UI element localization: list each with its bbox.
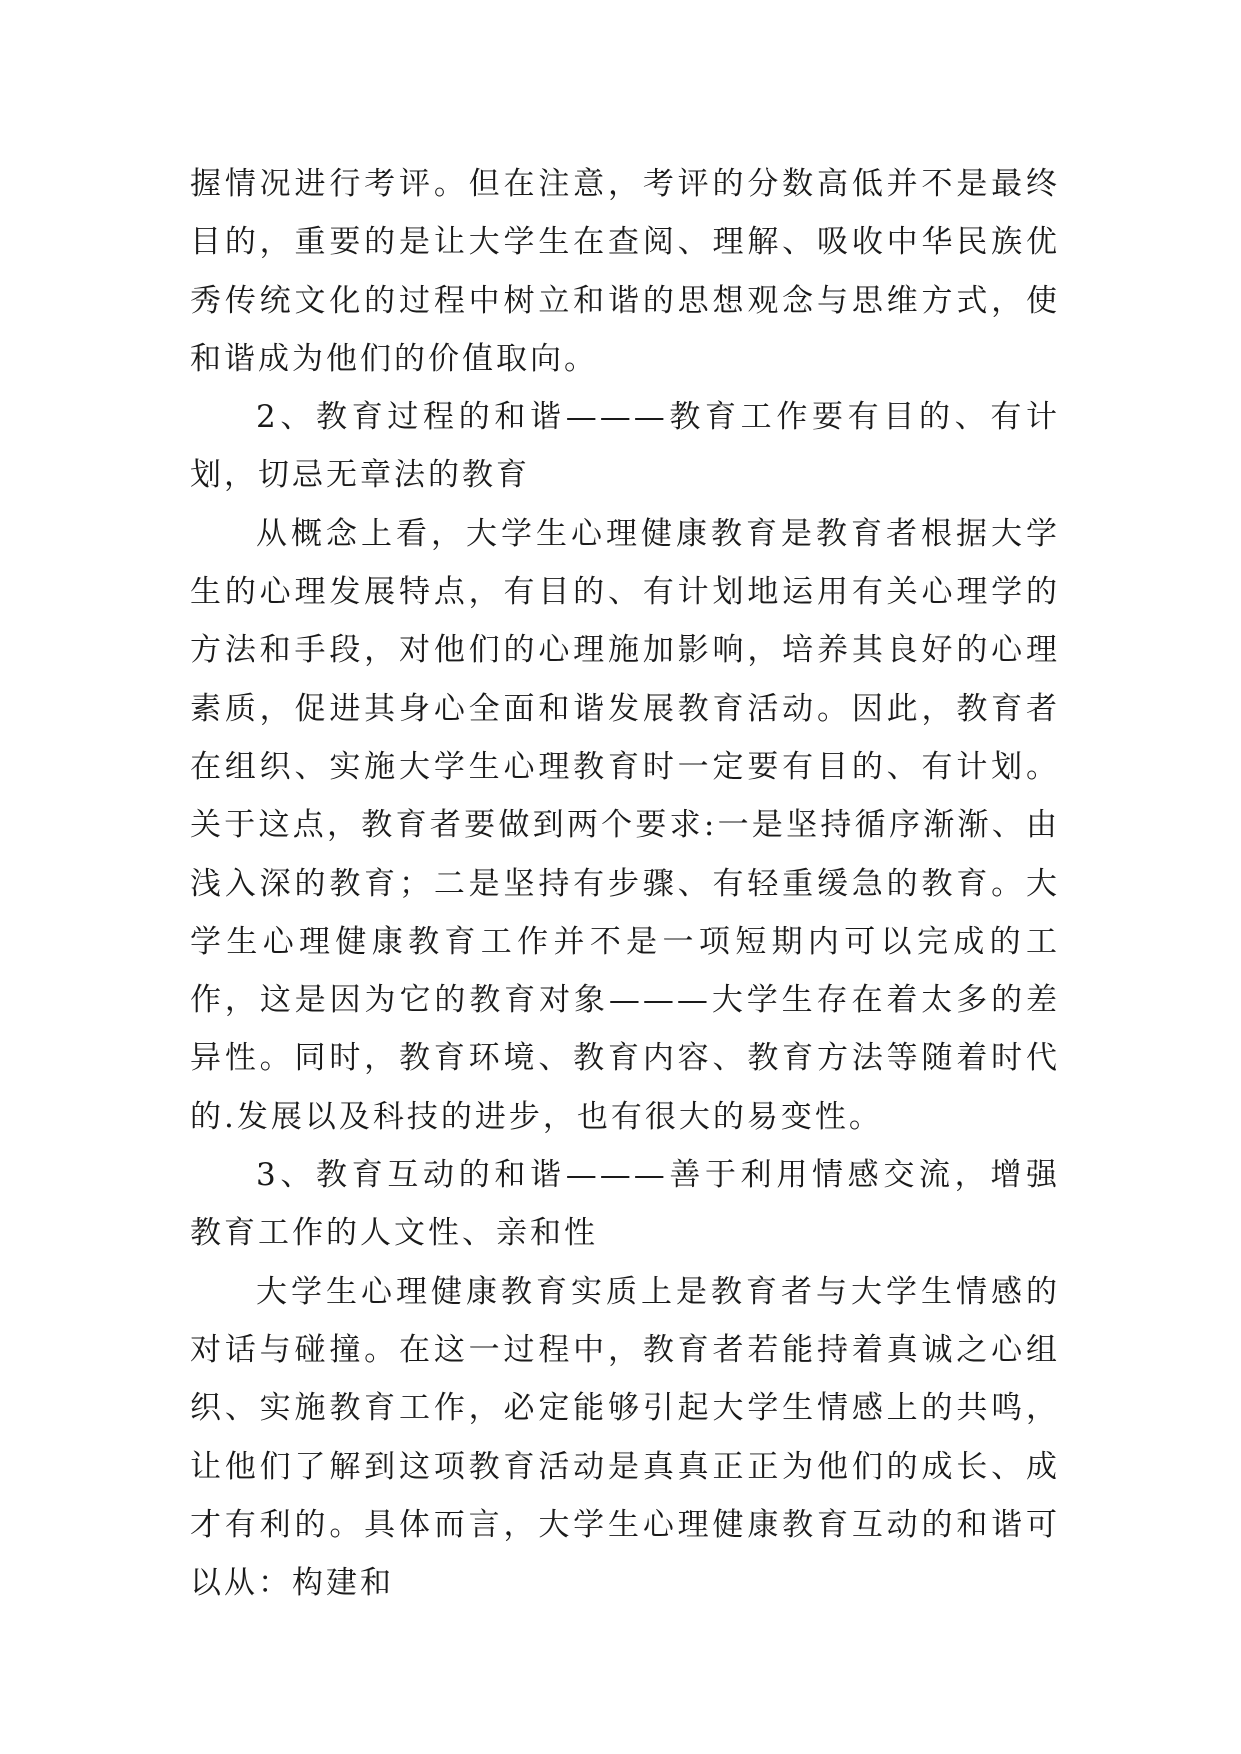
paragraph: 大学生心理健康教育实质上是教育者与大学生情感的对话与碰撞。在这一过程中，教育者若能持着真诚之心组织、实施教育工作，必定能够引起大学生情感上的共鸣，让他们了解到这项教育活动是真真正正为他们的成长、成才有利的。具体而言，大学生心理健康教育互动的和谐可以从：构建和	[190, 1273, 1060, 1602]
paragraph: 从概念上看，大学生心理健康教育是教育者根据大学生的心理发展特点，有目的、有计划地运用有关心理学的方法和手段，对他们的心理施加影响，培养其良好的心理素质，促进其身心全面和谐发展教育活动。因此，教育者在组织、实施大学生心理教育时一定要有目的、有计划。关于这点，教育者要做到两个要求:一是坚持循序渐渐、由浅入深的教育；二是坚持有步骤、有轻重缓急的教育。大学生心理健康教育工作并不是一项短期内可以完成的工作，这是因为它的教育对象———大学生存在着太多的差异性。同时，教育环境、教育内容、教育方法等随着时代的.发展以及科技的进步，也有很大的易变性。	[190, 515, 1060, 1135]
body-text	[190, 155, 1060, 1612]
section-heading-3: 3、教育互动的和谐———善于利用情感交流，增强教育工作的人文性、亲和性	[190, 1157, 1060, 1252]
section-heading-2: 2、教育过程的和谐———教育工作要有目的、有计划，切忌无章法的教育	[190, 399, 1060, 494]
paragraph-continuation: 握情况进行考评。但在注意，考评的分数高低并不是最终目的，重要的是让大学生在查阅、理解、吸收中华民族优秀传统文化的过程中树立和谐的思想观念与思维方式，使和谐成为他们的价值取向。	[190, 166, 1060, 377]
